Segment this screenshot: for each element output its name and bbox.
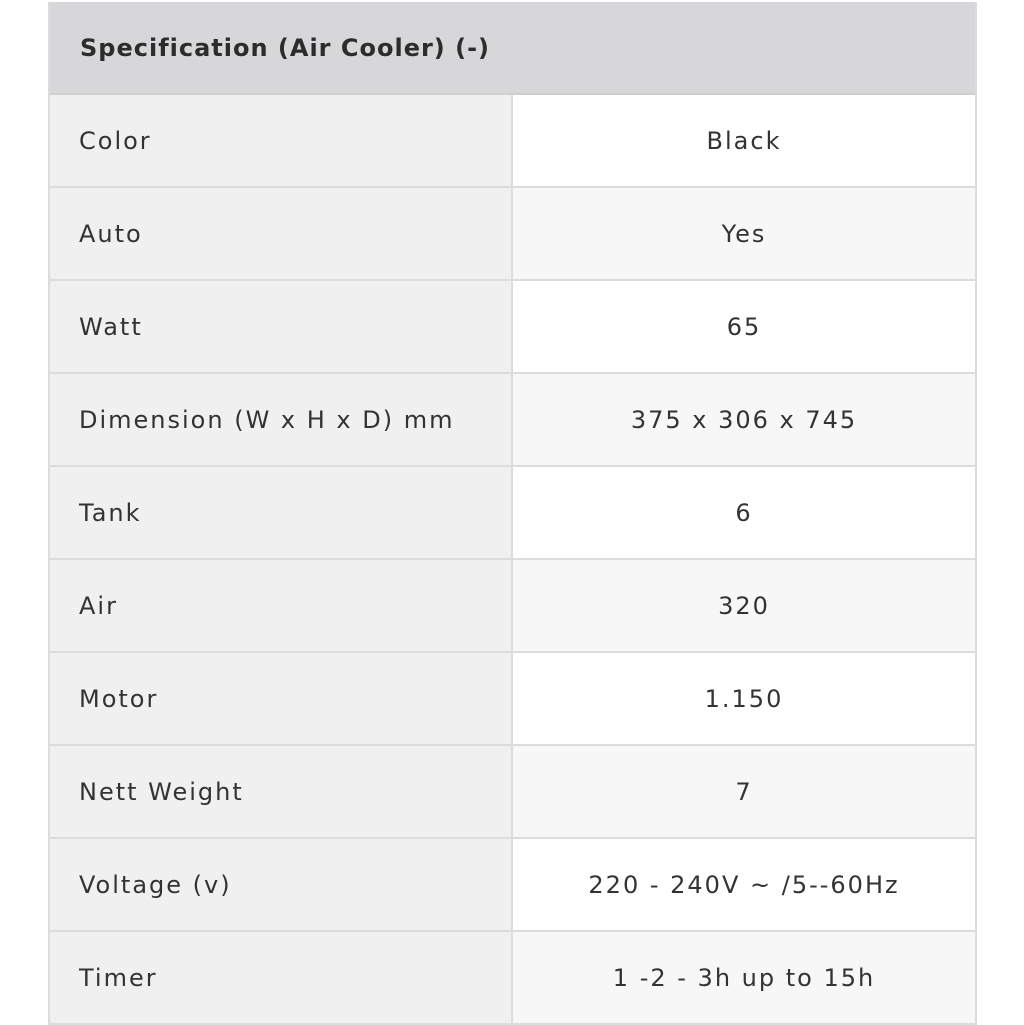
row-value: 65 [513,281,975,372]
table-body [50,95,975,1025]
row-value: 6 [513,467,975,558]
row-value: 7 [513,746,975,837]
row-label: Voltage (v) [50,839,513,930]
row-value: 375 x 306 x 745 [513,374,975,465]
row-label: Air [50,560,513,651]
table-row [50,467,975,560]
row-label: Nett Weight [50,746,513,837]
row-label: Timer [50,932,513,1023]
specification-table [48,2,977,1025]
table-row [50,653,975,746]
row-label: Watt [50,281,513,372]
table-row [50,281,975,374]
row-label: Dimension (W x H x D) mm [50,374,513,465]
row-value: 1 -2 - 3h up to 15h [513,932,975,1023]
row-label: Tank [50,467,513,558]
row-value: 320 [513,560,975,651]
row-value: Black [513,95,975,186]
table-title: Specification (Air Cooler) (-) [80,33,491,62]
row-value: 1.150 [513,653,975,744]
row-value: Yes [513,188,975,279]
row-label: Color [50,95,513,186]
table-row [50,839,975,932]
table-header [50,2,975,95]
table-row [50,188,975,281]
row-label: Motor [50,653,513,744]
row-label: Auto [50,188,513,279]
table-row [50,95,975,188]
row-value: 220 - 240V ~ /5--60Hz [513,839,975,930]
table-row [50,374,975,467]
table-row [50,932,975,1025]
table-row [50,560,975,653]
table-row [50,746,975,839]
